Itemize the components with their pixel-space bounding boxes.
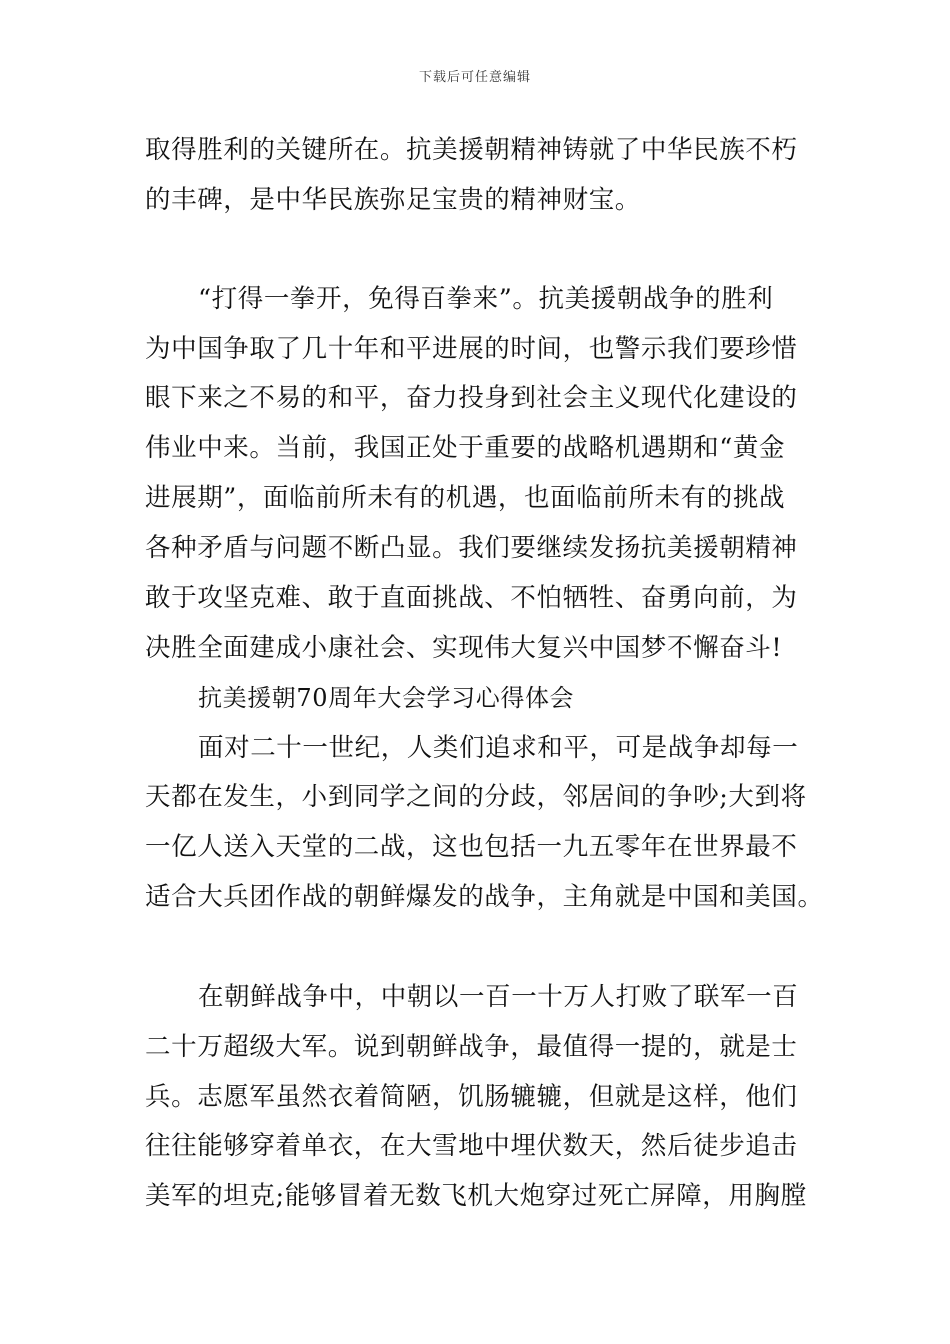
text-line-8: 各种矛盾与问题不断凸显。我们要继续发扬抗美援朝精神 xyxy=(145,533,798,563)
text-line-15: 适合大兵团作战的朝鲜爆发的战争，主角就是中国和美国。 xyxy=(145,882,824,912)
text-line-13: 天都在发生，小到同学之间的分歧，邻居间的争吵;大到将 xyxy=(145,782,807,812)
text-line-7: 进展期”，面临前所未有的机遇，也面临前所未有的挑战 xyxy=(145,483,786,513)
text-line-3: “打得一拳开，免得百拳来”。抗美援朝战争的胜利 xyxy=(198,284,774,314)
text-line-19: 往往能够穿着单衣，在大雪地中埋伏数天，然后徒步追击 xyxy=(145,1131,798,1161)
text-line-5: 眼下来之不易的和平，奋力投身到社会主义现代化建设的 xyxy=(145,383,798,413)
text-line-12: 面对二十一世纪，人类们追求和平，可是战争却每一 xyxy=(198,733,799,763)
text-line-10: 决胜全面建成小康社会、实现伟大复兴中国梦不懈奋斗! xyxy=(145,633,783,663)
text-line-2: 的丰碑，是中华民族弥足宝贵的精神财宝。 xyxy=(145,185,641,215)
text-line-1: 取得胜利的关键所在。抗美援朝精神铸就了中华民族不朽 xyxy=(145,135,798,165)
text-line-20: 美军的坦克;能够冒着无数飞机大炮穿过死亡屏障，用胸膛 xyxy=(145,1181,807,1211)
text-line-16: 在朝鲜战争中，中朝以一百一十万人打败了联军一百 xyxy=(198,982,799,1012)
text-line-17: 二十万超级大军。说到朝鲜战争，最值得一提的，就是士 xyxy=(145,1032,798,1062)
text-line-18: 兵。志愿军虽然衣着简陋，饥肠辘辘，但就是这样，他们 xyxy=(145,1082,798,1112)
text-line-4: 为中国争取了几十年和平进展的时间，也警示我们要珍惜 xyxy=(145,334,798,364)
text-line-6: 伟业中来。当前，我国正处于重要的战略机遇期和“黄金 xyxy=(145,433,786,463)
text-line-9: 敢于攻坚克难、敢于直面挑战、不怕牺牲、奋勇向前，为 xyxy=(145,583,798,613)
text-line-14: 一亿人送入天堂的二战，这也包括一九五零年在世界最不 xyxy=(145,832,798,862)
page-header: 下载后可任意编辑 xyxy=(418,70,531,85)
section-title: 抗美援朝70周年大会学习心得体会 xyxy=(198,684,575,712)
